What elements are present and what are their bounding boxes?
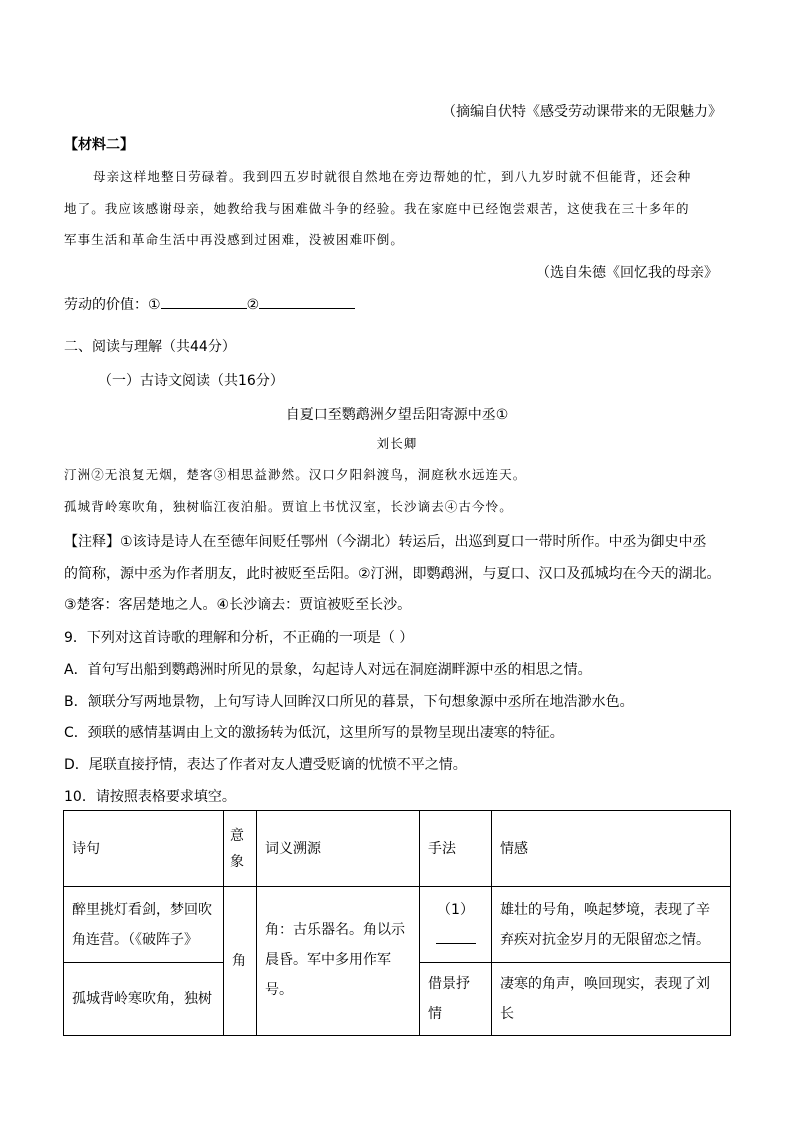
material-two-line: 母亲这样地整日劳碌着。我到四五岁时就很自然地在旁边帮她的忙，到八九岁时就不但能背，还会种 <box>93 169 692 184</box>
cell-image: 角 <box>224 887 257 1036</box>
header-poem: 诗句 <box>64 811 224 887</box>
cell-meaning: 角：古乐器名。角以示晨昏。军中多用作军号。 <box>257 887 420 1036</box>
option-a[interactable]: A．首句写出船到鹦鹉洲时所见的景象，勾起诗人对远在洞庭湖畔源中丞的相思之情。 <box>64 662 592 678</box>
table-header-row <box>64 811 731 887</box>
header-meaning: 词义溯源 <box>257 811 420 887</box>
cell-poem: 孤城背岭寒吹角，独树 <box>64 963 224 1036</box>
section-two-title: 二、阅读与理解（共44分） <box>64 339 236 355</box>
material-two-heading: 【材料二】 <box>64 137 134 153</box>
labor-value-label: 劳动的价值： <box>64 297 148 313</box>
annotation-line: ③楚客：客居楚地之人。④长沙谪去：贾谊被贬至长沙。 <box>64 597 412 613</box>
header-emotion: 情感 <box>492 811 731 887</box>
blank-marker-2: ② <box>246 297 260 313</box>
cell-emotion: 雄壮的号角，唤起梦境，表现了辛弃疾对抗金岁月的无限留恋之情。 <box>492 887 731 963</box>
material-two-line: 地了。我应该感谢母亲，她教给我与困难做斗争的经验。我在家庭中已经饱尝艰苦，这使我在三十多年的 <box>64 201 690 216</box>
source-line-1: （摘编自伏特《感受劳动课带来的无限魅力》 <box>442 104 722 120</box>
poem-line-1: 汀洲②无浪复无烟，楚客③相思益渺然。汉口夕阳斜渡鸟，洞庭秋水远连天。 <box>64 467 527 482</box>
header-technique: 手法 <box>420 811 492 887</box>
answer-blank-2[interactable] <box>259 293 355 309</box>
material-two-line: 军事生活和革命生活中再没感到过困难，没被困难吓倒。 <box>64 232 405 247</box>
cell-technique: 借景抒情 <box>420 963 492 1036</box>
labor-value-question <box>64 293 355 314</box>
option-d[interactable]: D．尾联直接抒情，表达了作者对友人遭受贬谪的忧愤不平之情。 <box>64 757 467 773</box>
table-row <box>64 887 731 963</box>
poem-author: 刘长卿 <box>376 436 418 451</box>
section-two-subtitle: （一）古诗文阅读（共16分） <box>98 373 284 389</box>
option-c[interactable]: C．颈联的感情基调由上文的激扬转为低沉，这里所写的景物呈现出凄寒的特征。 <box>64 725 564 741</box>
answer-blank-1[interactable] <box>161 293 247 309</box>
annotation-line: 的简称，源中丞为作者朋友，此时被贬至岳阳。②汀洲，即鹦鹉洲，与夏口、汉口及孤城均在今天的湖北。 <box>64 566 721 582</box>
header-image: 意象 <box>224 811 257 887</box>
technique-answer-blank[interactable] <box>428 925 483 955</box>
annotation-line: 【注释】①该诗是诗人在至德年间贬任鄂州（今湖北）转运后，出巡到夏口一带时所作。中丞为御史中丞 <box>64 534 707 550</box>
cell-technique <box>420 887 492 963</box>
option-b[interactable]: B．颔联分写两地景物，上句写诗人回眸汉口所见的暮景，下句想象源中丞所在地浩渺水色。 <box>64 694 634 710</box>
technique-blank-label: （1） <box>437 901 474 918</box>
poem-line-2: 孤城背岭寒吹角，独树临江夜泊船。贾谊上书忧汉室，长沙谪去④古今怜。 <box>64 499 513 514</box>
cell-emotion: 凄寒的角声，唤回现实，表现了刘长 <box>492 963 731 1036</box>
question-9-stem: 9．下列对这首诗歌的理解和分析，不正确的一项是（ ） <box>64 630 414 646</box>
source-line-2: （选自朱德《回忆我的母亲》 <box>536 265 718 281</box>
fill-in-table <box>63 810 731 1036</box>
cell-poem: 醉里挑灯看剑，梦回吹角连营。（《破阵子》 <box>64 887 224 963</box>
poem-title: 自夏口至鹦鹉洲夕望岳阳寄源中丞① <box>285 407 509 423</box>
blank-marker-1: ① <box>148 297 161 313</box>
question-10-stem: 10．请按照表格要求填空。 <box>64 789 236 805</box>
